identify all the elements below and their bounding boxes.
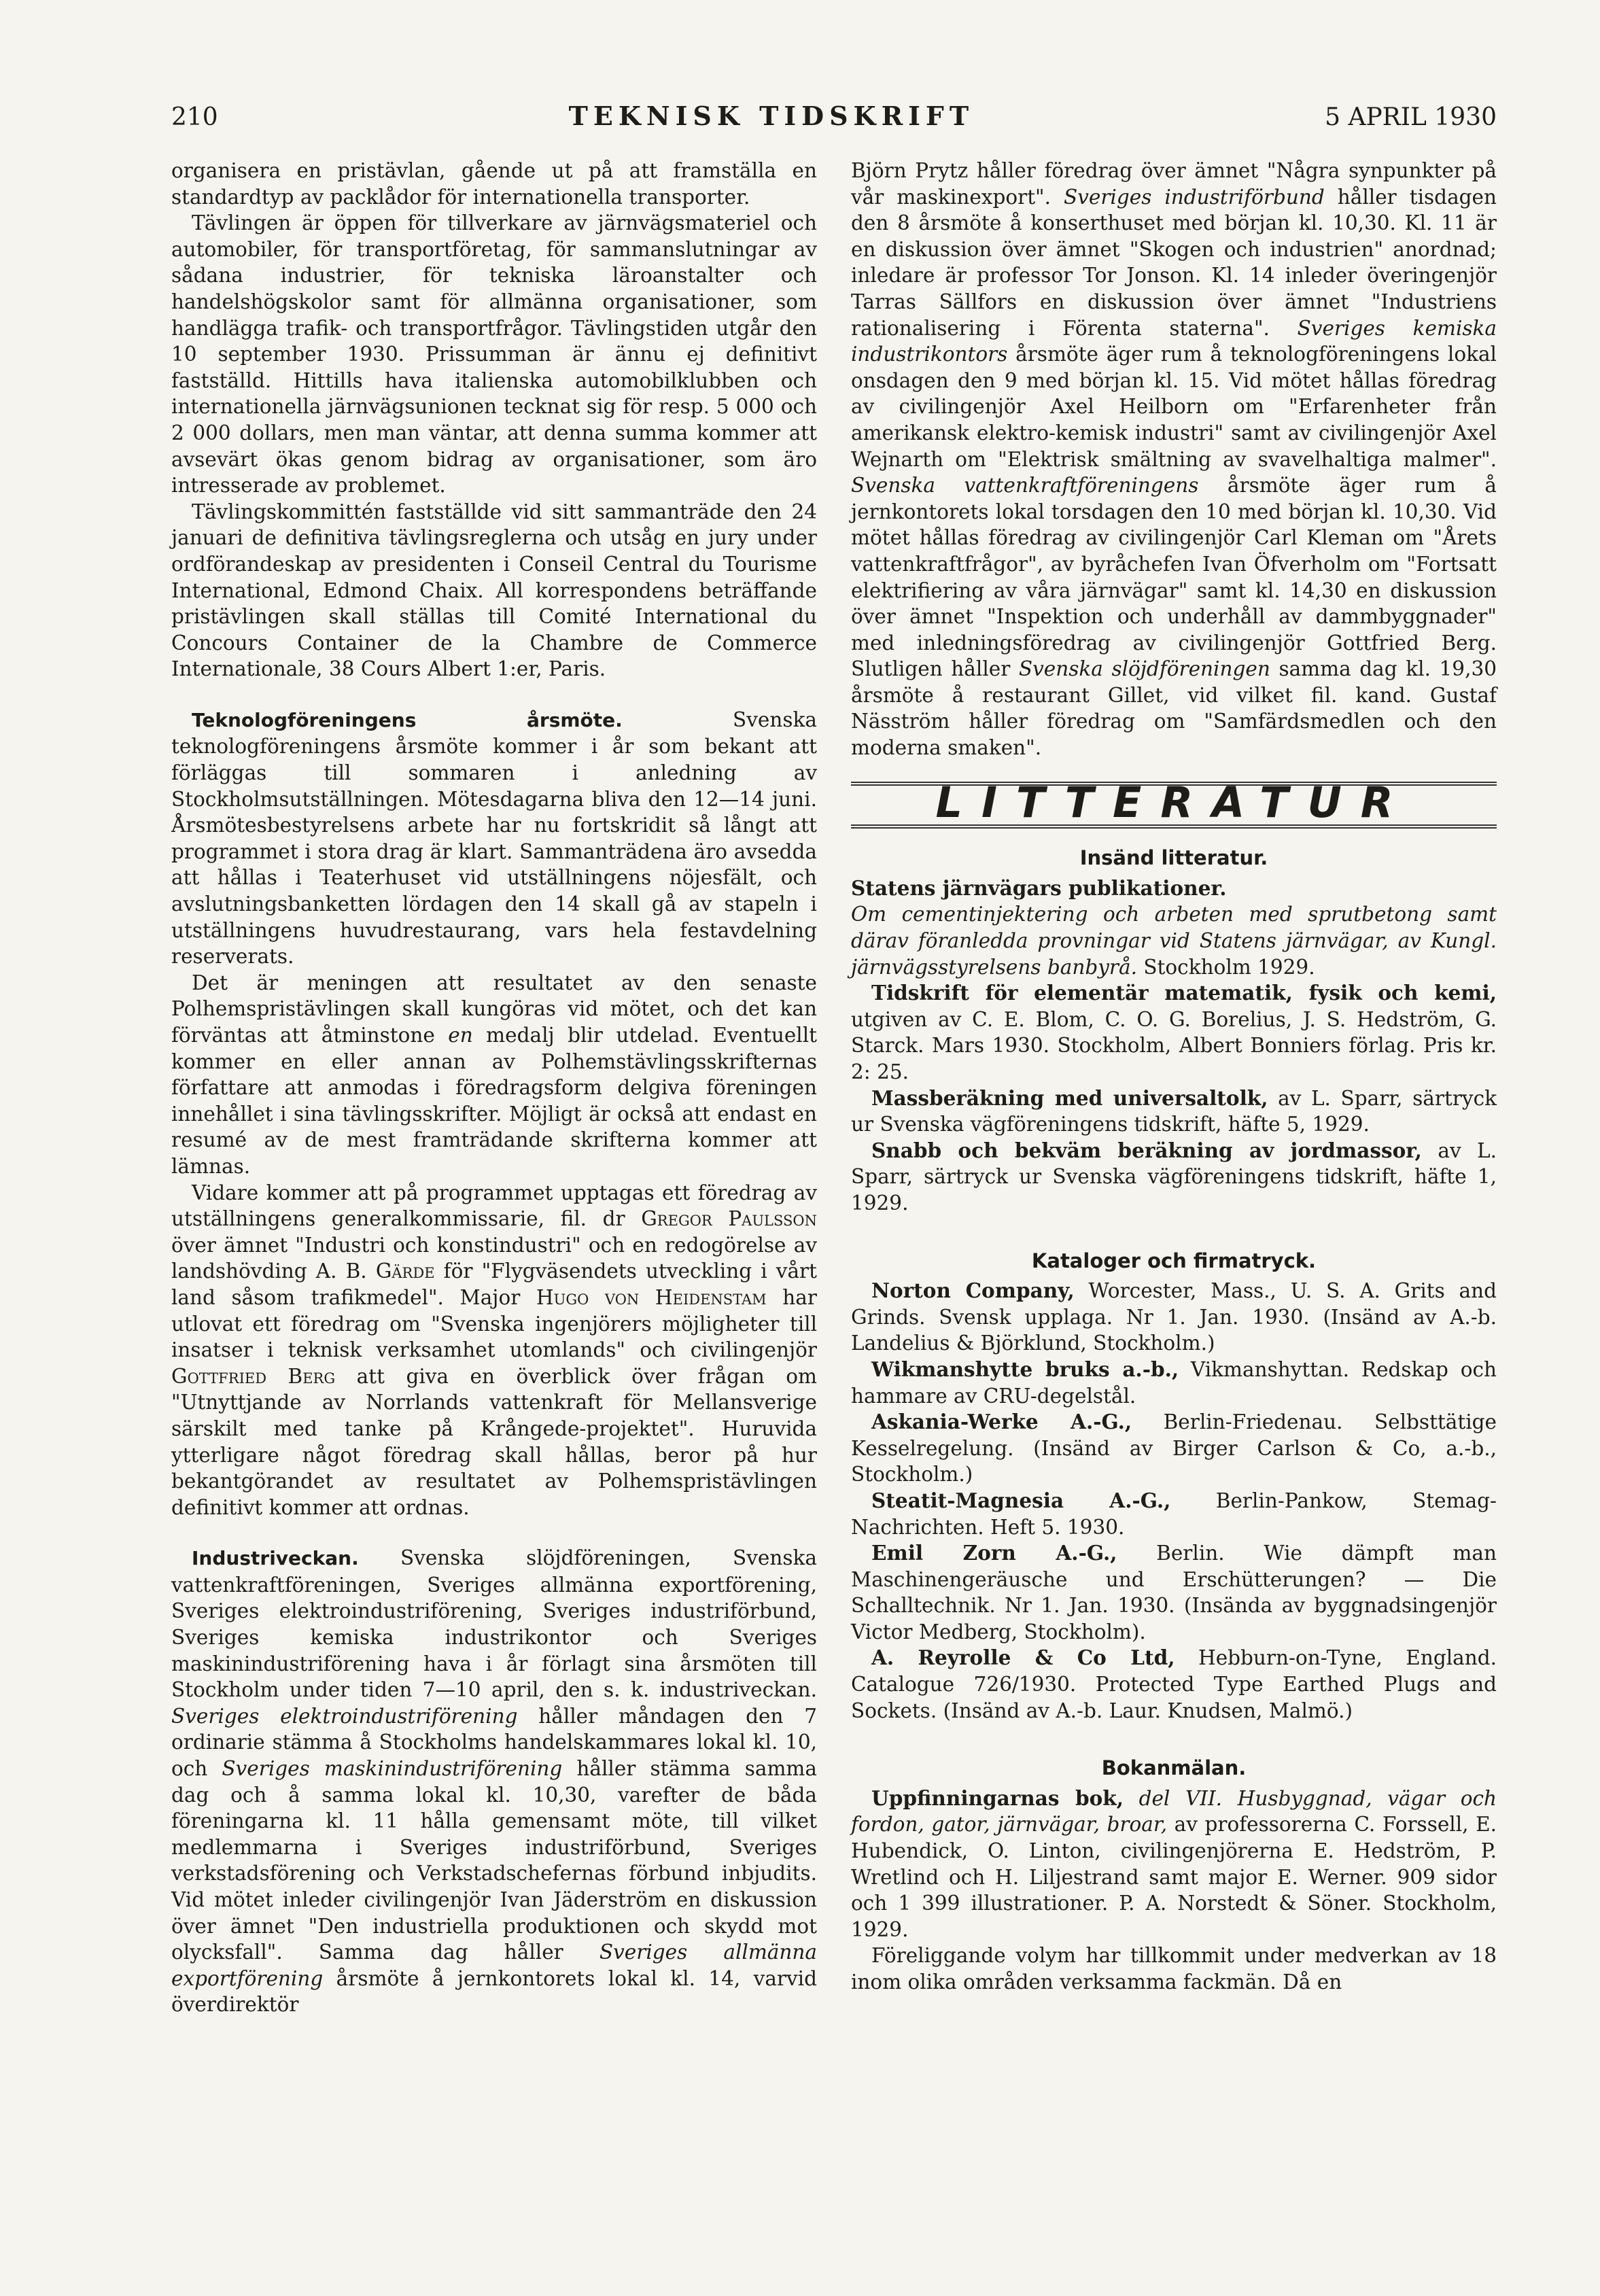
paragraph: Föreliggande volym har tillkommit under medverkan av 18 inom olika områden verksamma fackmän. Då en [851,1944,1497,1994]
page-number: 210 [171,103,218,131]
text-run: årsmöte äger rum å jernkontorets lokal torsdagen den 10 med början kl. 10,30. Vid mötet hållas föredrag av civilingenjör Carl Kleman om "Årets vattenkraftfrågor", av byråchefen Ivan Öfverholm om "Fortsatt elektrifiering av våra järnvägar" samt kl. 14,30 en diskussion över ämnet "Inspektion och underhåll av dammbyggnader" med inledningsföredrag av civilingenjör Gottfried Berg. Slutligen håller [851,474,1497,681]
person-name: Hugo von Heidenstam [536,1285,767,1309]
listing-entry [851,1278,1497,1357]
text-run: håller stämma samma dag och å samma lokal kl. 10,30, varefter de båda föreningarna kl. 11 hålla gemensamt möte, till vilket medlemmarna i Sveriges industriförbund, Sveriges verkstadsförening och Verkstadschefernas förbund inbjudits. Vid mötet inleder civilingenjör Ivan Jäderström en diskussion över ämnet "Den industriella produktionen och skydd mot olycksfall". Samma dag håller [171,1757,817,1964]
listing-title: Steatit-Magnesia A.-G., [871,1488,1171,1512]
text-run: håller tisdagen den 8 årsmöte å konserthuset med början kl. 10,30. Kl. 11 är en diskussion över ämnet "Skogen och industrien" anordnad; inledare är professor Tor Jonson. Kl. 14 inleder överingenjör Tarras Sällfors en diskussion över ämnet "Industriens rationalisering i Förenta staterna". [851,185,1497,340]
organisation-name: Sveriges kemiska industrikontors [851,316,1497,366]
person-name: Gottfried Berg [171,1364,336,1388]
listing-title-italic: Om cementinjektering och arbeten med sprutbetong samt därav föranledda provningar vid Statens järnvägar, av Kungl. järnvägsstyrelsens banbyrå. [851,903,1497,979]
text-run: Björn Prytz håller föredrag över ämnet "Några synpunkter på vår maskinexport". [851,159,1497,209]
listing-title: Norton Company, [871,1279,1075,1303]
listing-entry [851,1786,1497,1943]
text-run: har utlovat ett föredrag om "Svenska ingenjörers möjligheter till insatser i teknisk verksamhet utomlands" och civilingenjör [171,1285,817,1362]
listing-title: Tidskrift för elementär matematik, fysik och kemi, [871,981,1497,1005]
section-heading: Industriveckan. [192,1547,359,1570]
organisation-name: Svenska slöjdföreningen [1018,657,1270,681]
subheading-insand: Insänd litteratur. [1079,846,1268,870]
listing-entry [851,901,1497,980]
text-run: årsmöte äger rum å teknologföreningens lokal onsdagen den 9 med början kl. 15. Vid mötet hållas föredrag av civilingenjör Axel Heilborn om "Erfarenheter från amerikansk elektro-kemisk industri" samt av civilingenjör Axel Wejnarth om "Elektrisk smältning av svavelhaltiga malmer". [851,343,1497,471]
paragraph: Tävlingen är öppen för tillverkare av järnvägsmateriel och automobiler, för transportföretag, för sammanslutningar av sådana industrier, för tekniska läroanstalter och handelshögskolor samt för allmänna organisationer, som handlägga trafik- och transportfrågor. Tävlingstiden utgår den 10 september 1930. Prissumman är ännu ej definitivt fastställd. Hittills hava italienska automobilklubben och internationella järnvägsunionen tecknat sig för resp. 5 000 och 2 000 dollars, men man väntar, att denna summa kommer att avsevärt ökas genom bidrag av organisationer, som äro intresserade av problemet. [171,211,817,498]
listing-title: Emil Zorn A.-G., [871,1541,1117,1565]
listing-title: A. Reyrolle & Co Ltd, [871,1646,1175,1670]
listing-title: Statens järnvägars publikationer. [851,875,1227,900]
listing-entry [851,1645,1497,1724]
issue-date: 5 APRIL 1930 [1325,103,1497,131]
running-header [171,101,1497,131]
listing-title: Askania-Werke A.-G., [871,1410,1132,1434]
text-run: Vidare kommer att på programmet upptagas ett föredrag av utställningens generalkommissarie, fil. dr [171,1181,817,1231]
paragraph: Tävlingskommittén fastställde vid sitt sammanträde den 24 januari de definitiva tävlingsreglerna och utsåg en jury under ordförandeskap av presidenten i Conseil Central du Tourisme International, Edmond Chaix. All korrespondens beträffande pristävlingen skall ställas till Comité International du Concours Container de la Chambre de Commerce Internationale, 38 Cours Albert 1:er, Paris. [171,500,817,681]
text-run: att giva en överblick över frågan om "Utnyttjande av Norrlands vattenkraft för Mellansverige särskilt med tanke på Krångede-projektet". Huruvida ytterligare något föredrag skall hållas, beror på hur bekantgörandet av resultatet av Polhemspristävlingen definitivt kommer att ordnas. [171,1364,817,1519]
text-run: medalj blir utdelad. Eventuellt kommer en eller annan av Polhemstävlingsskrifternas författare att anmodas i föredragsform delgiva föreningen innehållet i sina tävlingsskrifter. Möjligt är också att endast en resumé av de mest framträdande skrifterna kommer att lämnas. [171,1024,817,1178]
subheading-bokanmalan: Bokanmälan. [1101,1756,1247,1780]
text-run: årsmöte å jernkontorets lokal kl. 14, varvid överdirektör [171,1966,817,2017]
organisation-name: Svenska vattenkraftföreningens [851,474,1199,498]
listing-entry [851,1409,1497,1488]
subheading-kataloger: Kataloger och firmatryck. [1031,1249,1317,1272]
section-banner [851,777,1497,829]
listing-text: Stockholm 1929. [1136,955,1315,979]
listing-text: utgiven av C. E. Blom, C. O. G. Borelius, J. S. Hedström, G. Starck. Mars 1930. Stockholm, Albert Bonniers förlag. Pris kr. 2: 25. [851,1007,1497,1083]
listing-text: av L. Sparr, särtryck ur Svenska vägföreningens tidskrift, häfte 1, 1929. [851,1138,1497,1215]
text-run: håller måndagen den 7 ordinarie stämma å Stockholms handelskammares lokal kl. 10, och [171,1704,818,1781]
journal-title: TEKNISK TIDSKRIFT [568,101,975,131]
emphasis: en [448,1024,473,1047]
listing-text: Hebburn-on-Tyne, England. Catalogue 726/1930. Protected Type Earthed Plugs and Sockets. (Insänd av A.-b. Laur. Knudsen, Malmö.) [851,1646,1497,1722]
listing-text: av professorerna C. Forssell, E. Hubendick, O. Linton, civilingenjörerna E. Hedström, P. Wretlind och H. Liljestrand samt major E. Werner. 909 sidor och 1 399 illustrationer. P. A. Norstedt & Söner. Stockholm, 1929. [851,1813,1497,1941]
organisation-name: Sveriges industriförbund [1064,185,1325,209]
listing-title: Wikmanshytte bruks a.-b., [871,1357,1179,1381]
listing-text: Vikmanshyttan. Redskap och hammare av CRU-degelstål. [851,1357,1497,1408]
section-teknologforeningen [171,707,817,970]
organisation-name: Sveriges elektroindustriförening [171,1704,518,1728]
paragraph [171,1180,817,1521]
listing-title: Massberäkning med universaltolk, [871,1085,1268,1110]
listing-heading [851,875,1497,902]
paragraph: organisera en pristävlan, gående ut på att framställa en standardtyp av packlådor för internationella transporter. [171,159,817,209]
listing-text: Worcester, Mass., U. S. A. Grits and Grinds. Svensk upplaga. Nr 1. Jan. 1930. (Insänd av A.-b. Landelius & Björklund, Stockholm.) [851,1279,1497,1355]
section-industriveckan [171,1545,817,2018]
listing-text: av L. Sparr, särtryck ur Svenska vägföreningens tidskrift, häfte 5, 1929. [851,1086,1497,1136]
paragraph [171,970,817,1180]
listing-entry [851,1085,1497,1138]
listing-entry [851,1540,1497,1645]
listing-entry [851,1138,1497,1217]
text-run: för "Flygväsendets utveckling i vårt land såsom trafikmedel". Major [171,1259,817,1309]
banner-title: LITTERATUR [935,777,1412,827]
paragraph-text: Svenska teknologföreningens årsmöte kommer i år som bekant att förläggas till sommaren i anledning av Stockholmsutställningen. Mötesdagarna bliva den 12—14 juni. Årsmötesbestyrelsens arbete har nu fortskridit så långt att programmet i stora drag är klart. Sammanträdena äro avsedda att hållas i Teaterhuset vid utställningens nöjesfält, och avslutningsbanketten lördagen den 14 skall gå av stapeln i utställningens huvudrestaurang, vars hela festavdelning reserverats. [171,708,817,969]
text-run: samma dag kl. 19,30 årsmöte å restaurant Gillet, vid vilket fil. kand. Gustaf Näsström håller föredrag om "Samfärdsmedlen och den moderna smaken". [851,657,1497,760]
organisation-name: Sveriges maskinindustriförening [222,1757,563,1781]
text-run: Svenska slöjdföreningen, Svenska vattenkraftföreningen, Sveriges allmänna exportförening, Sveriges elektroindustriförening, Sveriges industriförbund, Sveriges kemiska industrikontor och Sveriges maskinindustriförening hava i år förlagt sina årsmöten till Stockholm under tiden 7—10 april, den s. k. industriveckan. [171,1546,817,1702]
person-name: Gregor Paulsson [641,1207,817,1231]
section-heading: Teknologföreningens årsmöte. [192,708,623,731]
person-name: Gärde [375,1259,435,1283]
listing-title: Snabb och bekväm beräkning av jordmassor, [871,1138,1422,1162]
listing-title: Uppfinningarnas bok, [871,1786,1124,1810]
text-run: Det är meningen att resultatet av den senaste Polhemspristävlingen skall kungöras vid mötet, och det kan förväntas att åtminstone [171,971,817,1047]
listing-entry [851,980,1497,1085]
listing-text: Berlin. Wie dämpft man Maschinengeräusche und Erschütterungen? — Die Schalltechnik. Nr 1. Jan. 1930. (Insända av byggnadsingenjör Victor Medberg, Stockholm). [851,1542,1497,1643]
right-column [851,158,1497,1996]
listing-entry [851,1357,1497,1409]
listing-text: Berlin-Pankow, Stemag-Nachrichten. Heft 5. 1930. [851,1489,1497,1539]
paragraph [851,158,1497,761]
listing-text: Berlin-Friedenau. Selbsttätige Kesselregelung. (Insänd av Birger Carlson & Co, a.-b., Stockholm.) [851,1410,1497,1486]
listing-title-italic: del VII. Husbyggnad, vägar och fordon, gator, järnvägar, broar, [851,1786,1497,1837]
text-run: över ämnet "Industri och konstindustri" och en redogörelse av landshövding A. B. [171,1233,817,1283]
organisation-name: Sveriges allmänna exportförening [171,1941,817,1990]
left-column [171,158,817,2018]
listing-entry [851,1488,1497,1540]
